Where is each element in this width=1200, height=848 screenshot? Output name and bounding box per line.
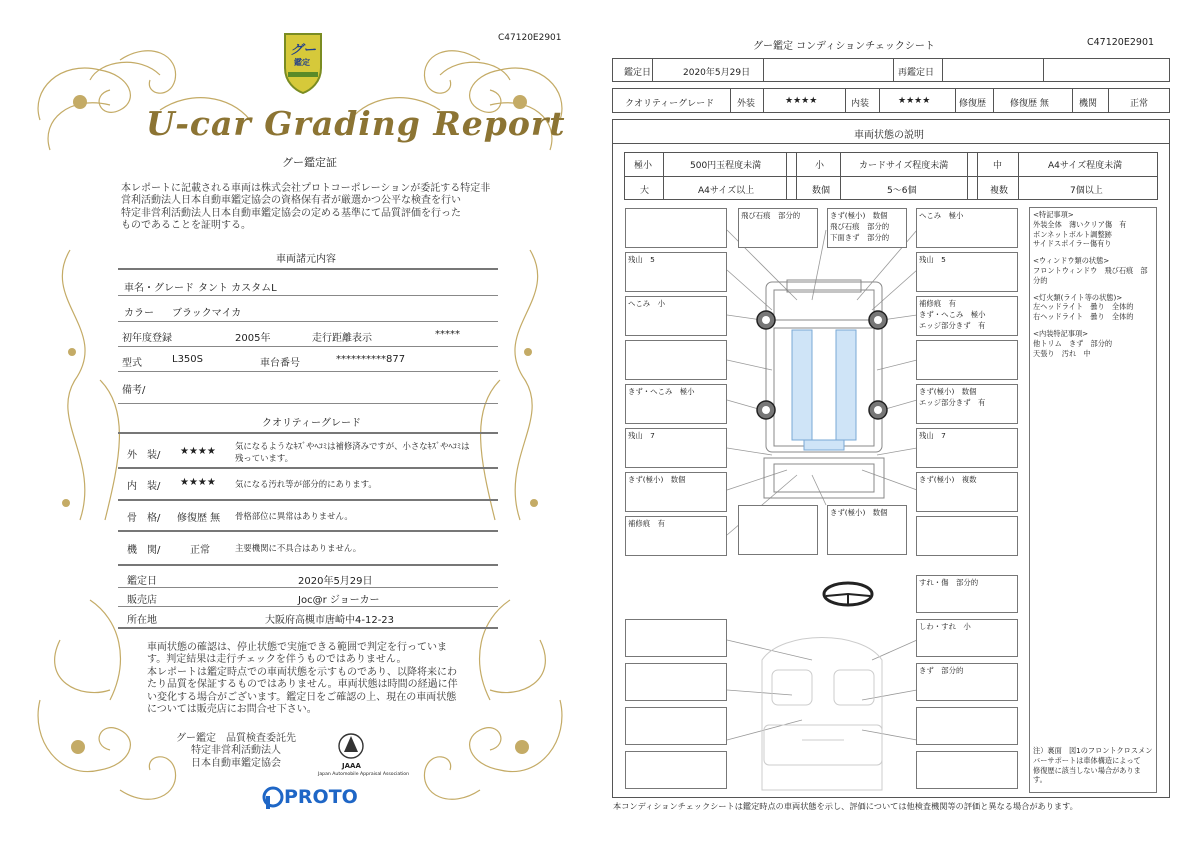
grade-exterior-label: 外 装/	[127, 450, 161, 461]
part-box-empty	[625, 751, 727, 789]
grade-engine-label: 機 関/	[127, 545, 161, 556]
legend-many: 複数	[990, 186, 1009, 196]
shop-label: 販売店	[127, 595, 157, 606]
part-box-empty	[916, 516, 1018, 556]
grade-frame-value: 修復歴 無	[177, 513, 221, 524]
color-label: カラー	[124, 308, 154, 319]
part-box-empty	[916, 707, 1018, 745]
part-box-rear-gate: きず(極小) 数個	[827, 505, 907, 555]
grade-frame-desc: 骨格部位に異常はありません。	[235, 511, 353, 521]
sheet-code: C47120E2901	[1087, 37, 1155, 48]
part-box-empty	[916, 340, 1018, 380]
engine-label: 機関	[1079, 99, 1098, 109]
special-notes: <特記事項> 外装全体 薄いクリア傷 有 ボンネットボルト調整跡 サイドスポイラー傷有り <ウィンドウ類の状態> フロントウィンドウ 飛び石痕 部 分的 <灯火類(ライト等の状態)> 左ヘッドライト 曇り 全体的 右ヘッドライト 曇り 全体的 <内装特記事項> 他トリム きず 部分的 天張り 汚れ 中 注）裏面 図1のフロントクロスメン バーサポートは車体構造によって 修復歴に該当しない場合がありま す。	[1029, 207, 1157, 793]
proto-logo: PROTO	[262, 785, 372, 811]
legend-m-desc: A4サイズ程度未満	[1048, 161, 1123, 171]
report-title: U-car Grading Report	[146, 104, 566, 143]
notice-text: 車両状態の確認は、停止状態で実施できる範囲で判定を行っていま す。判定結果は走行チェックを伴うものではありません。 本レポートは鑑定時点での車両状態を示すものであり、以降将来にわ たり品質を保証するものではありません。車両状態は時間の経過に伴 い変化する場合がございます。鑑定日をご確認の上、現在の車両状態 については販売店にお問合せ下さい。	[147, 642, 458, 716]
chassis-label: 車台番号	[260, 358, 300, 369]
report-subtitle: グー鑑定証	[282, 156, 337, 169]
part-box-right-quarter: きず(極小) 数個	[625, 472, 727, 512]
appraisal-date-value: 2020年5月29日	[298, 576, 373, 587]
part-box-rear-left	[738, 505, 818, 555]
part-box-empty	[625, 619, 727, 657]
legend-l-desc: A4サイズ以上	[698, 186, 755, 196]
part-box-empty	[916, 751, 1018, 789]
grade-exterior-desc2: 残っています。	[235, 453, 293, 463]
intro-text: 本レポートに記載される車両は株式会社プロトコーポレーションが委託する特定非 営利活動法人日本自動車鑑定協会の資格保有者が厳選かつ公平な検査を行い 特定非営利活動法人日本自動車鑑定協会の定める基準にて品質評価を行った ものであることを証明する。	[121, 183, 491, 232]
date-row	[612, 58, 1170, 82]
grade-engine-desc: 主要機関に不具合はありません。	[235, 543, 362, 553]
grade-engine-value: 正常	[190, 545, 210, 556]
date-value: 2020年5月29日	[683, 68, 751, 78]
date-label: 鑑定日	[624, 68, 652, 78]
ext-value: ★★★★	[785, 96, 818, 106]
car-name-value: タント カスタムL	[198, 283, 277, 294]
part-box-right-front-tire: 残山 5	[625, 252, 727, 292]
part-box-seat: しわ・すれ 小	[916, 619, 1018, 657]
sheet-title: グー鑑定 コンディションチェックシート	[753, 41, 935, 52]
goo-kantei-logo: グー 鑑定	[283, 30, 323, 94]
grade-interior-desc: 気になる汚れ等が部分的にあります。	[235, 479, 377, 489]
color-value: ブラックマイカ	[172, 308, 242, 319]
legend-l: 大	[640, 186, 650, 196]
part-box-steering: すれ・傷 部分的	[916, 575, 1018, 613]
part-box-empty	[625, 663, 727, 701]
grade-interior-label: 内 装/	[127, 481, 161, 492]
grade-row	[612, 88, 1170, 113]
bottom-disclaimer: 本コンディションチェックシートは鑑定時点の車両状態を示し、評価については他検査機関等の評価と異なる場合があります。	[613, 801, 1078, 811]
legend-s-desc: カードサイズ程度未満	[859, 161, 949, 171]
part-box-interior: きず 部分的	[916, 663, 1018, 701]
legend-xs-desc: 500円玉程度未満	[690, 161, 762, 171]
int-value: ★★★★	[898, 96, 931, 106]
part-box-empty	[625, 208, 727, 248]
part-box-left-quarter: きず(極小) 複数	[916, 472, 1018, 512]
part-box-windshield: 飛び石痕 部分的	[738, 208, 818, 248]
appraisal-date-label: 鑑定日	[127, 576, 157, 587]
address-label: 所在地	[127, 615, 157, 626]
model-label: 型式	[122, 358, 142, 369]
ext-label: 外装	[737, 99, 756, 109]
mileage-label: 走行距離表示	[312, 333, 372, 344]
part-box-left-door: きず(極小) 数個 エッジ部分きず 有	[916, 384, 1018, 424]
grade-label: クオリティーグレード	[625, 99, 715, 109]
spec-section-title: 車両諸元内容	[276, 254, 336, 265]
part-box-hood: へこみ 極小	[916, 208, 1018, 248]
redate-label: 再鑑定日	[898, 68, 935, 78]
jaaa-logo: JAAA Japan Automobile Appraisal Association	[318, 730, 390, 780]
part-box-left-fender: 補修痕 有 きず・へこみ 極小 エッジ部分きず 有	[916, 296, 1018, 336]
repair-value: 修復歴 無	[1010, 99, 1049, 109]
footer-association: グー鑑定 品質検査委託先 特定非営利活動法人 日本自動車鑑定協会	[176, 733, 296, 769]
legend-s: 小	[815, 161, 825, 171]
chassis-value: **********877	[336, 354, 406, 365]
report-code: C47120E2901	[498, 33, 562, 43]
legend-xs: 極小	[634, 161, 653, 171]
first-reg-label: 初年度登録	[122, 333, 172, 344]
grade-exterior-desc: 気になるようなｷｽﾞやﾍｺﾐは補修済みですが、小さなｷｽﾞやﾍｺﾐは	[235, 441, 470, 451]
grade-interior-value: ★★★★	[180, 477, 216, 488]
legend-m: 中	[993, 161, 1003, 171]
part-box-rear-bumper-right: 補修痕 有	[625, 516, 727, 556]
grade-frame-label: 骨 格/	[127, 513, 161, 524]
repair-label: 修復歴	[959, 99, 987, 109]
legend-few: 数個	[812, 186, 831, 196]
footnote: 注）裏面 図1のフロントクロスメン バーサポートは車体構造によって 修復歴に該当しない場合がありま す。	[1033, 746, 1153, 785]
mileage-value: *****	[435, 329, 460, 340]
part-box-front-bumper: きず(極小) 数個 飛び石痕 部分的 下面きず 部分的	[827, 208, 907, 248]
car-name-label: 車名・グレード	[124, 283, 194, 294]
part-box-right-door: きず・へこみ 極小	[625, 384, 727, 424]
remarks-label: 備考/	[122, 385, 146, 396]
model-value: L350S	[172, 354, 204, 365]
part-box-empty	[625, 707, 727, 745]
state-title: 車両状態の説明	[854, 130, 924, 141]
first-reg-value: 2005年	[235, 333, 271, 344]
legend-few-desc: 5～6個	[887, 186, 917, 196]
part-box-right-fender: へこみ 小	[625, 296, 727, 336]
part-box-left-front-tire: 残山 5	[916, 252, 1018, 292]
legend-many-desc: 7個以上	[1070, 186, 1103, 196]
part-box-empty	[625, 340, 727, 380]
grade-exterior-value: ★★★★	[180, 446, 216, 457]
address-value: 大阪府高槻市唐崎中4-12-23	[265, 615, 395, 626]
part-box-right-rear-tire: 残山 7	[625, 428, 727, 468]
part-box-left-rear-tire: 残山 7	[916, 428, 1018, 468]
grade-section-title: クオリティーグレード	[262, 418, 361, 429]
int-label: 内装	[851, 99, 870, 109]
engine-value: 正常	[1130, 99, 1149, 109]
shop-value: Joc@r ジョーカー	[298, 595, 380, 606]
